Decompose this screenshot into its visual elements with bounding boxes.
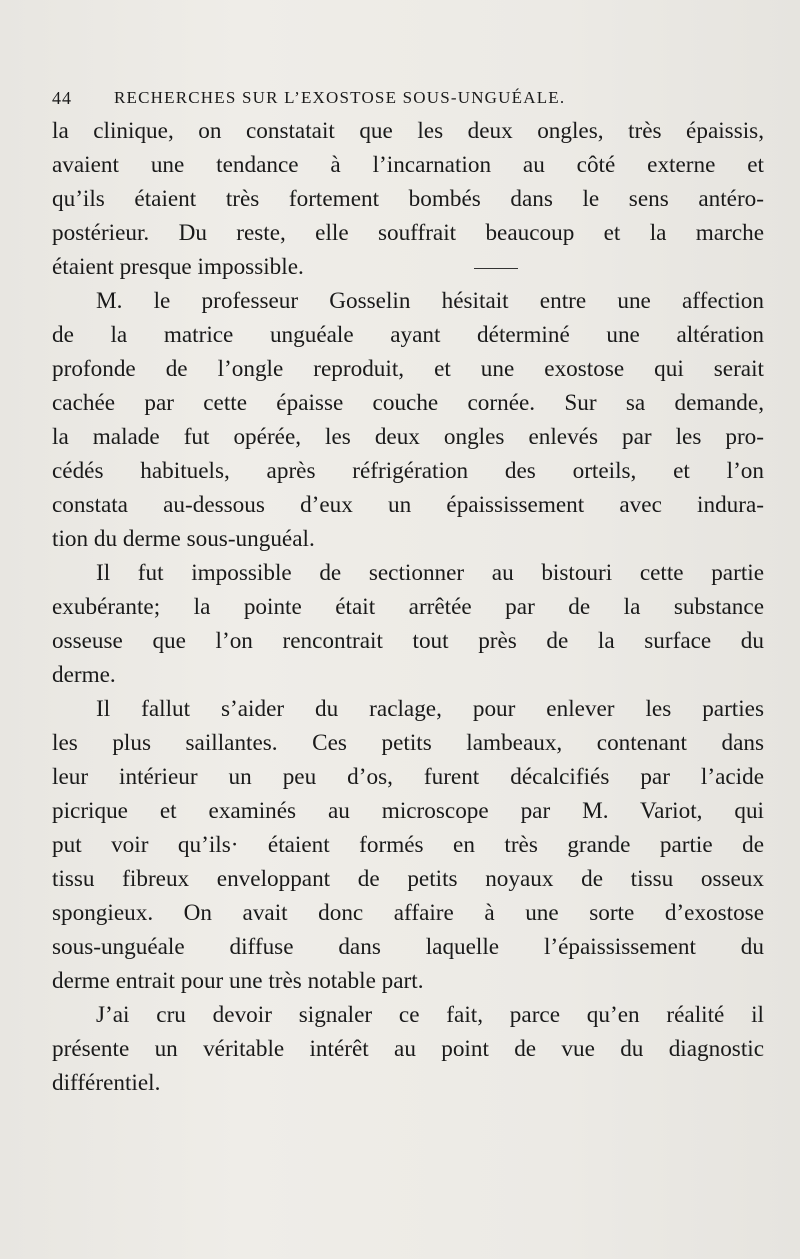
text-line: leur intérieur un peu d’os, furent décalcifiés par l’acide xyxy=(52,764,764,790)
text-line: différentiel. xyxy=(52,1070,161,1096)
text-line: cédés habituels, après réfrigération des orteils, et l’on xyxy=(52,458,764,484)
text-line: les plus saillantes. Ces petits lambeaux, contenant dans xyxy=(52,730,764,756)
text-line: picrique et examinés au microscope par M. Variot, qui xyxy=(52,798,764,824)
paragraph-1 xyxy=(52,114,764,284)
text-line: la clinique, on constatait que les deux ongles, très épaissis, xyxy=(52,118,764,144)
text-line-last xyxy=(52,250,764,284)
text-line: cachée par cette épaisse couche cornée. Sur sa demande, xyxy=(52,390,764,416)
text-line: Il fut impossible de sectionner au bistouri cette partie xyxy=(96,560,764,586)
paragraph-2 xyxy=(52,284,764,556)
text-line: M. le professeur Gosselin hésitait entre une affection xyxy=(96,288,764,314)
text-line: exubérante; la pointe était arrêtée par de la substance xyxy=(52,594,764,620)
body-text xyxy=(52,114,764,1100)
text-line: la malade fut opérée, les deux ongles enlevés par les pro- xyxy=(52,424,764,450)
text-line: tion du derme sous-unguéal. xyxy=(52,526,315,552)
running-head xyxy=(52,88,772,116)
text-line: put voir qu’ils· étaient formés en très grande partie de xyxy=(52,832,764,858)
text-line: de la matrice unguéale ayant déterminé une altération xyxy=(52,322,764,348)
paragraph-5 xyxy=(52,998,764,1100)
text-line: présente un véritable intérêt au point de vue du diagnostic xyxy=(52,1036,764,1062)
text-line: constata au-dessous d’eux un épaississement avec indura- xyxy=(52,492,764,518)
running-title: RECHERCHES SUR L’EXOSTOSE SOUS-UNGUÉALE. xyxy=(114,88,566,107)
inline-dash-mark xyxy=(474,268,518,269)
text-line: J’ai cru devoir signaler ce fait, parce qu’en réalité il xyxy=(96,1002,764,1028)
text-line: derme. xyxy=(52,662,116,688)
text-line: qu’ils étaient très fortement bombés dans le sens antéro- xyxy=(52,186,764,212)
page-number: 44 xyxy=(52,88,72,108)
text-line: spongieux. On avait donc affaire à une sorte d’exostose xyxy=(52,900,764,926)
text-line: profonde de l’ongle reproduit, et une exostose qui serait xyxy=(52,356,764,382)
text-line: sous-unguéale diffuse dans laquelle l’épaississement du xyxy=(52,934,764,960)
text-line: avaient une tendance à l’incarnation au côté externe et xyxy=(52,152,764,178)
text-line: postérieur. Du reste, elle souffrait beaucoup et la marche xyxy=(52,220,764,246)
text-line: Il fallut s’aider du raclage, pour enlever les parties xyxy=(96,696,764,722)
paragraph-3 xyxy=(52,556,764,692)
text-line-content: étaient presque impossible. xyxy=(52,254,304,280)
text-line: derme entrait pour une très notable part. xyxy=(52,968,424,994)
text-line: osseuse que l’on rencontrait tout près de la surface du xyxy=(52,628,764,654)
text-line: tissu fibreux enveloppant de petits noyaux de tissu osseux xyxy=(52,866,764,892)
paragraph-4 xyxy=(52,692,764,998)
